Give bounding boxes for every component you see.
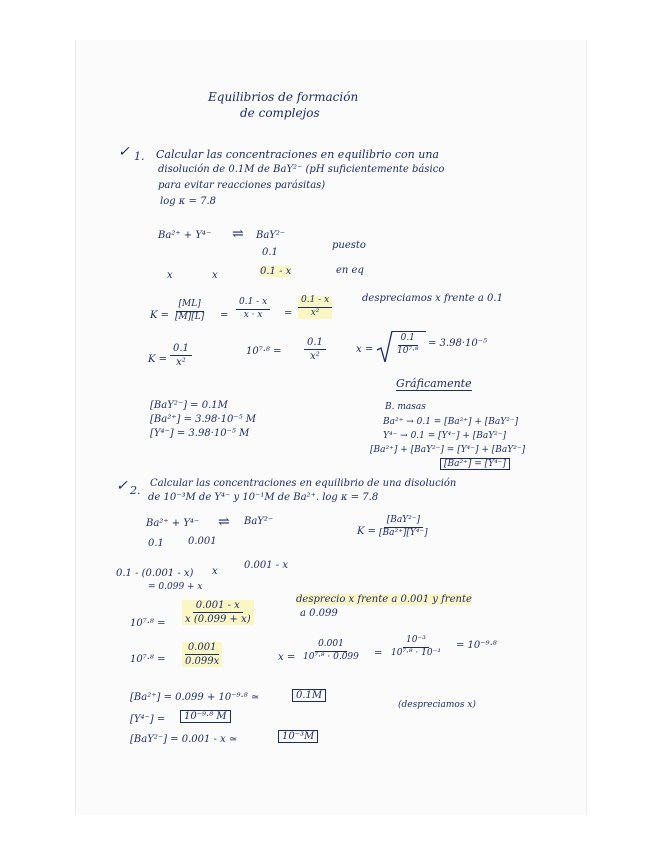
power-fraction-3 (182, 642, 222, 667)
power-lhs-3: 10⁷·⁸ = (130, 654, 166, 665)
power-fraction-2-denominator: x (0.099 + x) (185, 614, 251, 625)
problem-2-number: 2. (130, 484, 141, 497)
result-y-boxed: 10⁻⁹·⁸ M (180, 710, 231, 723)
eq-x-y: x (212, 270, 218, 281)
initial-y-2: 0.001 (188, 536, 217, 547)
k-fraction-p2-denominator: [Ba²⁺][Y⁴⁻] (379, 527, 428, 538)
k-fraction-1-numerator: [ML] (176, 300, 204, 312)
eq-label-1: en eq (336, 265, 364, 276)
k-fraction-2-denominator: x · x (243, 309, 263, 320)
equals-2: = (374, 648, 383, 659)
k2-fraction-numerator: 0.1 (170, 343, 192, 356)
power-fraction-3-denominator: 0.099x (185, 656, 220, 667)
power-fraction-1-numerator: 0.1 (304, 337, 326, 350)
equilibrium-arrow-1: ⇌ (232, 226, 244, 242)
k2-fraction (170, 343, 192, 368)
k-fraction-p2-numerator: [BaY²⁻] (384, 516, 423, 528)
power-fraction-2-numerator: 0.001 - x (193, 600, 243, 613)
equilibrium-arrow-2: ⇌ (218, 514, 230, 530)
x-equals-2: x = (278, 652, 296, 663)
conc-y: [Y⁴⁻] = 3.98·10⁻⁵ M (150, 428, 250, 439)
problem-2-line-2: de 10⁻³M de Y⁴⁻ y 10⁻¹M de Ba²⁺. log κ = 7.8 (148, 492, 379, 503)
problem-1-line-3: para evitar reacciones parásitas) (158, 180, 326, 191)
neglect-note-2b: a 0.099 (300, 608, 338, 619)
sqrt-fraction (394, 334, 422, 357)
conc-bay: [BaY²⁻] = 0.1M (150, 400, 228, 411)
eq-x-ba: x (167, 270, 173, 281)
k-fraction-3-numerator: 0.1 - x (298, 296, 332, 308)
x-result-1: = 3.98·10⁻⁵ (428, 338, 488, 349)
mass-balance-result: [Ba²⁺] = [Y⁴⁻] (440, 458, 510, 470)
k2-symbol: K = (148, 354, 168, 365)
sqrt-fraction-numerator: 0.1 (398, 334, 418, 346)
problem-1-number: 1. (134, 150, 145, 163)
result-y-text: [Y⁴⁻] = (130, 714, 166, 725)
result-ba-boxed: 0.1M (292, 689, 326, 702)
k-fraction-2 (236, 298, 270, 321)
problem-1-line-1: Calcular las concentraciones en equilibrio con una (156, 148, 439, 161)
x-fraction-2 (388, 636, 444, 659)
k-symbol-2: K = (357, 526, 377, 537)
k-fraction-3 (298, 296, 332, 319)
check-mark-1: ✓ (118, 144, 130, 160)
eq-x-2: x (212, 566, 218, 577)
sqrt-fraction-denominator: 10⁷·⁸ (397, 345, 419, 356)
eq-ba-2-simplified: = 0.099 + x (148, 582, 203, 592)
result-ba-text: [Ba²⁺] = 0.099 + 10⁻⁹·⁸ ≃ (130, 692, 260, 703)
k-fraction-1 (172, 300, 207, 323)
graphical-title: Gráficamente (396, 377, 472, 390)
power-fraction-1 (304, 337, 326, 362)
eq-y-2: 0.001 - x (244, 560, 289, 571)
power-fraction-3-numerator: 0.001 (185, 642, 220, 655)
x-fraction-1 (300, 640, 362, 663)
x-fraction-1-numerator: 0.001 (315, 640, 347, 652)
power-fraction-1-denominator: x² (310, 351, 320, 362)
x-equals-1: x = (356, 344, 374, 355)
k-fraction-p2 (376, 516, 431, 539)
power-lhs-1: 10⁷·⁸ = (246, 346, 282, 357)
mass-balance-y: Y⁴⁻ → 0.1 = [Y⁴⁻] + [BaY²⁻] (383, 431, 507, 441)
k-symbol-1: K = (150, 310, 170, 321)
problem-1-logk: log κ = 7.8 (160, 196, 216, 207)
initial-label-1: puesto (332, 240, 366, 251)
x-fraction-1-denominator: 10⁷·⁸ · 0.099 (303, 651, 359, 662)
power-lhs-2: 10⁷·⁸ = (130, 618, 166, 629)
x-fraction-2-denominator: 10⁷·⁸ · 10⁻¹ (391, 647, 441, 658)
mass-balance-equal: [Ba²⁺] + [BaY²⁻] = [Y⁴⁻] + [BaY²⁻] (370, 445, 526, 455)
square-root-bar (392, 331, 426, 332)
mass-balance-ba: Ba²⁺ → 0.1 = [Ba²⁺] + [BaY²⁻] (383, 417, 519, 427)
square-root-sign (376, 330, 394, 364)
page-title: Equilibrios de formación (208, 90, 359, 104)
reaction-2-left: Ba²⁺ + Y⁴⁻ (146, 518, 200, 529)
reaction-1-right: BaY²⁻ (256, 230, 286, 241)
reaction-1-left: Ba²⁺ + Y⁴⁻ (158, 230, 212, 241)
reaction-2-right: BaY²⁻ (244, 516, 274, 527)
equals-1b: = (284, 308, 293, 319)
equals-1a: = (220, 310, 229, 321)
k-fraction-1-denominator: [M][L] (175, 311, 205, 322)
check-mark-2: ✓ (116, 478, 128, 494)
problem-2-line-1: Calcular las concentraciones en equilibrio de una disolución (150, 478, 457, 489)
neglect-note-1: despreciamos x frente a 0.1 (362, 293, 503, 304)
x-final-2: = 10⁻⁹·⁸ (456, 640, 497, 651)
problem-1-line-2: disolución de 0.1M de BaY²⁻ (pH suficientemente básico (158, 164, 445, 175)
page-subtitle: de complejos (240, 106, 320, 120)
neglect-note-2a: desprecio x frente a 0.001 y frente (296, 594, 472, 605)
power-fraction-2 (182, 600, 254, 625)
k2-fraction-denominator: x² (176, 357, 186, 368)
eq-value-1: 0.1 - x (260, 266, 292, 277)
neglect-note-3: (despreciamos x) (398, 700, 476, 710)
k-fraction-3-denominator: x² (310, 307, 320, 318)
result-bay-boxed: 10⁻³M (278, 730, 318, 743)
result-bay-text: [BaY²⁻] = 0.001 - x ≃ (130, 734, 238, 745)
x-fraction-2-numerator: 10⁻³ (403, 636, 429, 648)
initial-ba-2: 0.1 (148, 538, 164, 549)
eq-ba-2: 0.1 - (0.001 - x) (116, 568, 194, 579)
initial-value-1: 0.1 (262, 247, 278, 258)
mass-balance-title: B. masas (385, 402, 426, 412)
conc-ba: [Ba²⁺] = 3.98·10⁻⁵ M (150, 414, 257, 425)
k-fraction-2-numerator: 0.1 - x (236, 298, 270, 310)
